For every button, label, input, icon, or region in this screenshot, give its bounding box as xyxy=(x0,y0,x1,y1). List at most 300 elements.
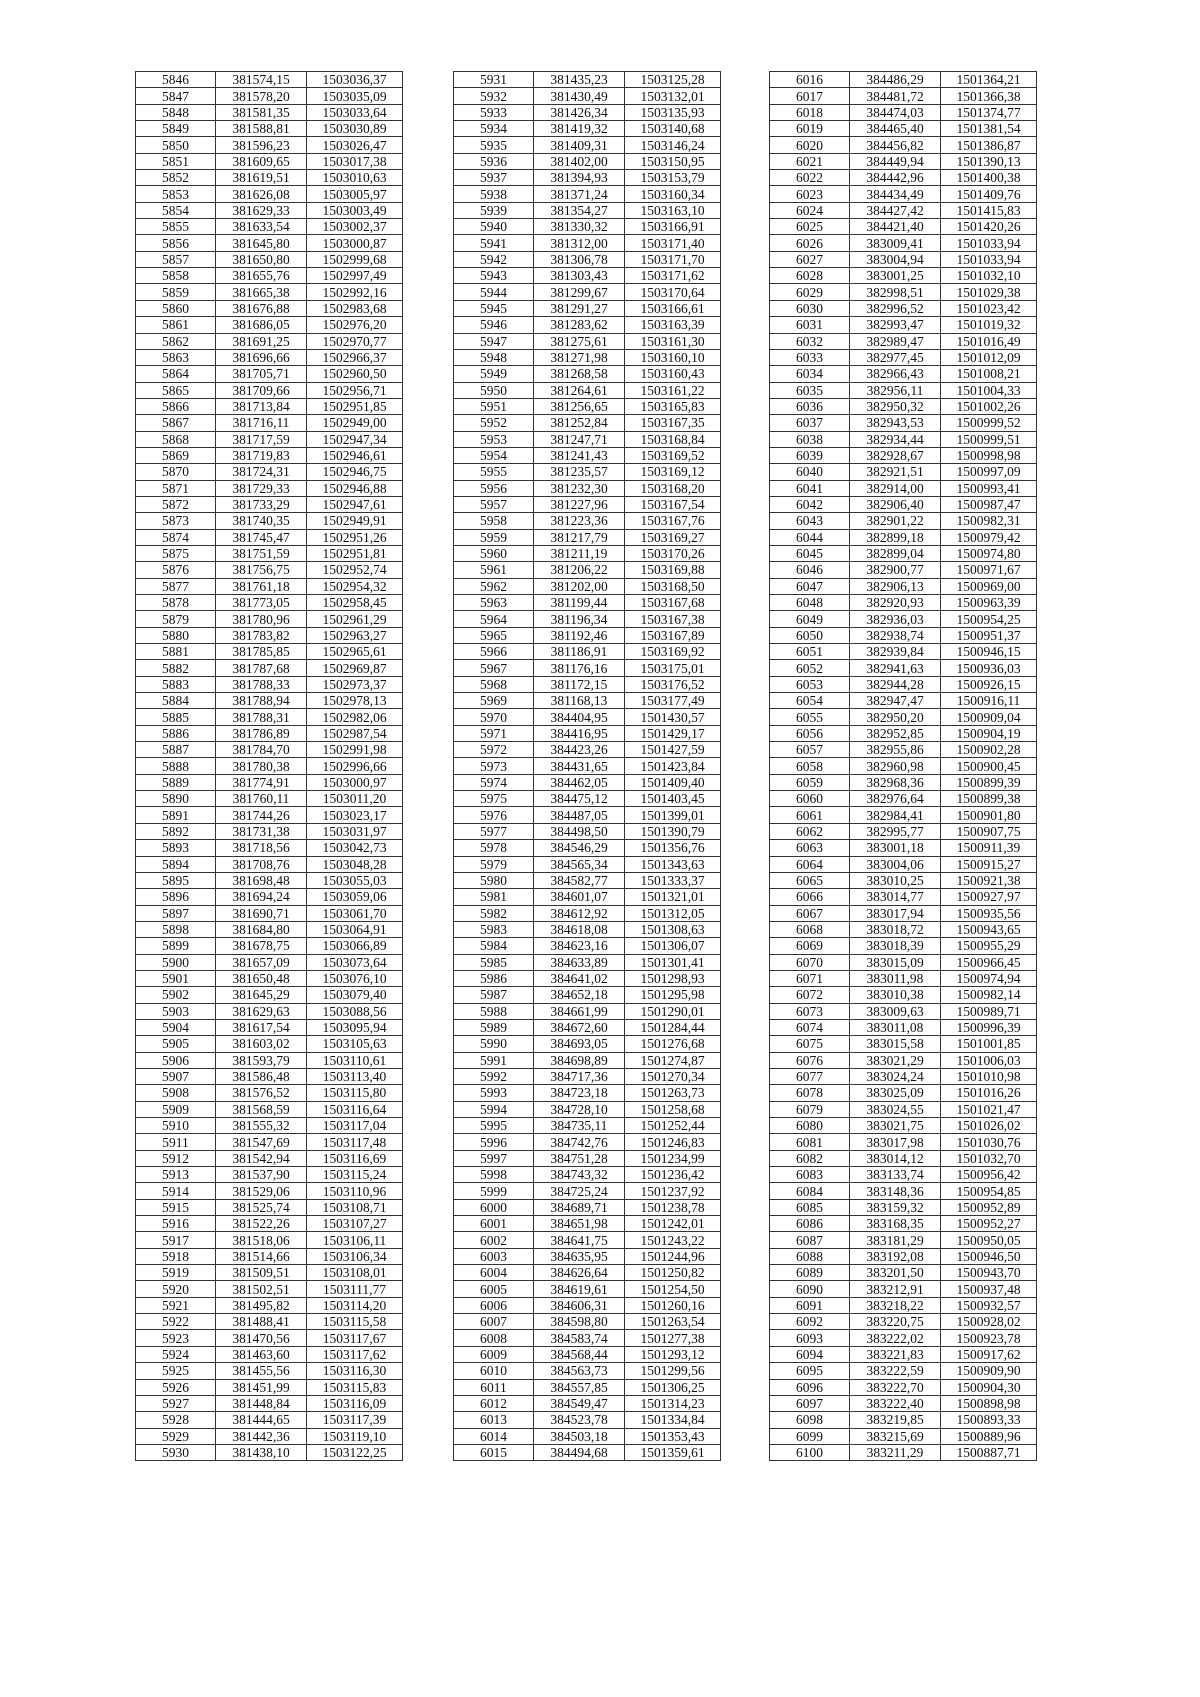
point-number-cell: 5875 xyxy=(136,545,216,561)
x-coordinate-cell: 381586,48 xyxy=(216,1068,307,1084)
point-number-cell: 5967 xyxy=(454,660,534,676)
y-coordinate-cell: 1503125,28 xyxy=(625,72,721,88)
y-coordinate-cell: 1503167,76 xyxy=(625,513,721,529)
table-row xyxy=(136,742,403,758)
y-coordinate-cell: 1503117,39 xyxy=(307,1412,403,1428)
point-number-cell: 6055 xyxy=(770,709,850,725)
x-coordinate-cell: 384421,40 xyxy=(850,219,941,235)
table-row xyxy=(454,1314,721,1330)
y-coordinate-cell: 1503169,27 xyxy=(625,529,721,545)
point-number-cell: 6043 xyxy=(770,513,850,529)
x-coordinate-cell: 381705,71 xyxy=(216,366,307,382)
table-row xyxy=(454,1101,721,1117)
x-coordinate-cell: 383222,40 xyxy=(850,1395,941,1411)
y-coordinate-cell: 1503161,30 xyxy=(625,333,721,349)
x-coordinate-cell: 384465,40 xyxy=(850,121,941,137)
table-row xyxy=(770,823,1037,839)
y-coordinate-cell: 1500916,11 xyxy=(941,693,1037,709)
table-row xyxy=(136,170,403,186)
point-number-cell: 5849 xyxy=(136,121,216,137)
x-coordinate-cell: 382939,84 xyxy=(850,644,941,660)
table-row xyxy=(770,202,1037,218)
table-row xyxy=(770,1248,1037,1264)
y-coordinate-cell: 1503000,97 xyxy=(307,774,403,790)
y-coordinate-cell: 1503111,77 xyxy=(307,1281,403,1297)
y-coordinate-cell: 1501295,98 xyxy=(625,987,721,1003)
x-coordinate-cell: 381719,83 xyxy=(216,447,307,463)
point-number-cell: 5923 xyxy=(136,1330,216,1346)
point-number-cell: 6034 xyxy=(770,366,850,382)
x-coordinate-cell: 381696,66 xyxy=(216,349,307,365)
y-coordinate-cell: 1503107,27 xyxy=(307,1216,403,1232)
x-coordinate-cell: 381774,91 xyxy=(216,774,307,790)
point-number-cell: 5939 xyxy=(454,202,534,218)
point-number-cell: 5991 xyxy=(454,1052,534,1068)
x-coordinate-cell: 381330,32 xyxy=(534,219,625,235)
table-row xyxy=(454,856,721,872)
x-coordinate-cell: 381784,70 xyxy=(216,742,307,758)
x-coordinate-cell: 382899,18 xyxy=(850,529,941,545)
x-coordinate-cell: 384693,05 xyxy=(534,1036,625,1052)
x-coordinate-cell: 384481,72 xyxy=(850,88,941,104)
point-number-cell: 6063 xyxy=(770,840,850,856)
y-coordinate-cell: 1502976,20 xyxy=(307,317,403,333)
point-number-cell: 5944 xyxy=(454,284,534,300)
x-coordinate-cell: 382993,47 xyxy=(850,317,941,333)
x-coordinate-cell: 384568,44 xyxy=(534,1346,625,1362)
point-number-cell: 5973 xyxy=(454,758,534,774)
y-coordinate-cell: 1501033,94 xyxy=(941,235,1037,251)
x-coordinate-cell: 381588,81 xyxy=(216,121,307,137)
table-row xyxy=(454,742,721,758)
x-coordinate-cell: 381303,43 xyxy=(534,268,625,284)
table-row xyxy=(454,578,721,594)
y-coordinate-cell: 1500979,42 xyxy=(941,529,1037,545)
point-number-cell: 5932 xyxy=(454,88,534,104)
y-coordinate-cell: 1502991,98 xyxy=(307,742,403,758)
x-coordinate-cell: 384486,29 xyxy=(850,72,941,88)
point-number-cell: 5878 xyxy=(136,595,216,611)
x-coordinate-cell: 381626,08 xyxy=(216,186,307,202)
x-coordinate-cell: 382968,36 xyxy=(850,774,941,790)
table-row xyxy=(454,774,721,790)
x-coordinate-cell: 384641,02 xyxy=(534,970,625,986)
x-coordinate-cell: 383212,91 xyxy=(850,1281,941,1297)
point-number-cell: 6024 xyxy=(770,202,850,218)
x-coordinate-cell: 383221,83 xyxy=(850,1346,941,1362)
x-coordinate-cell: 381709,66 xyxy=(216,382,307,398)
point-number-cell: 6085 xyxy=(770,1199,850,1215)
table-row xyxy=(770,513,1037,529)
y-coordinate-cell: 1503177,49 xyxy=(625,693,721,709)
point-number-cell: 6090 xyxy=(770,1281,850,1297)
table-row xyxy=(136,251,403,267)
x-coordinate-cell: 383004,06 xyxy=(850,856,941,872)
x-coordinate-cell: 381619,51 xyxy=(216,170,307,186)
table-row xyxy=(136,88,403,104)
point-number-cell: 6065 xyxy=(770,872,850,888)
y-coordinate-cell: 1502997,49 xyxy=(307,268,403,284)
x-coordinate-cell: 381645,80 xyxy=(216,235,307,251)
point-number-cell: 5917 xyxy=(136,1232,216,1248)
x-coordinate-cell: 383018,72 xyxy=(850,921,941,937)
point-number-cell: 5981 xyxy=(454,889,534,905)
x-coordinate-cell: 384416,95 xyxy=(534,725,625,741)
point-number-cell: 5994 xyxy=(454,1101,534,1117)
table-row xyxy=(770,121,1037,137)
y-coordinate-cell: 1503167,35 xyxy=(625,415,721,431)
x-coordinate-cell: 383010,25 xyxy=(850,872,941,888)
y-coordinate-cell: 1500909,04 xyxy=(941,709,1037,725)
x-coordinate-cell: 383017,94 xyxy=(850,905,941,921)
x-coordinate-cell: 381655,76 xyxy=(216,268,307,284)
table-row xyxy=(454,1363,721,1379)
table-row xyxy=(454,644,721,660)
table-row xyxy=(770,987,1037,1003)
x-coordinate-cell: 384728,10 xyxy=(534,1101,625,1117)
x-coordinate-cell: 381596,23 xyxy=(216,137,307,153)
point-number-cell: 5858 xyxy=(136,268,216,284)
point-number-cell: 5856 xyxy=(136,235,216,251)
x-coordinate-cell: 381555,32 xyxy=(216,1118,307,1134)
table-row xyxy=(770,938,1037,954)
table-row xyxy=(454,1265,721,1281)
point-number-cell: 5888 xyxy=(136,758,216,774)
point-number-cell: 5863 xyxy=(136,349,216,365)
table-row xyxy=(770,1134,1037,1150)
x-coordinate-cell: 384689,71 xyxy=(534,1199,625,1215)
y-coordinate-cell: 1501301,41 xyxy=(625,954,721,970)
table-row xyxy=(136,676,403,692)
point-number-cell: 6028 xyxy=(770,268,850,284)
y-coordinate-cell: 1502960,50 xyxy=(307,366,403,382)
table-row xyxy=(770,153,1037,169)
x-coordinate-cell: 381312,00 xyxy=(534,235,625,251)
point-number-cell: 6047 xyxy=(770,578,850,594)
point-number-cell: 5995 xyxy=(454,1118,534,1134)
y-coordinate-cell: 1502946,75 xyxy=(307,464,403,480)
y-coordinate-cell: 1501242,01 xyxy=(625,1216,721,1232)
x-coordinate-cell: 382899,04 xyxy=(850,545,941,561)
point-number-cell: 5920 xyxy=(136,1281,216,1297)
table-row xyxy=(136,905,403,921)
point-number-cell: 5969 xyxy=(454,693,534,709)
y-coordinate-cell: 1501390,13 xyxy=(941,153,1037,169)
table-row xyxy=(454,758,721,774)
point-number-cell: 5899 xyxy=(136,938,216,954)
y-coordinate-cell: 1502954,32 xyxy=(307,578,403,594)
x-coordinate-cell: 383159,32 xyxy=(850,1199,941,1215)
y-coordinate-cell: 1502970,77 xyxy=(307,333,403,349)
y-coordinate-cell: 1500950,05 xyxy=(941,1232,1037,1248)
x-coordinate-cell: 381761,18 xyxy=(216,578,307,594)
point-number-cell: 5862 xyxy=(136,333,216,349)
y-coordinate-cell: 1500963,39 xyxy=(941,595,1037,611)
x-coordinate-cell: 381788,33 xyxy=(216,676,307,692)
x-coordinate-cell: 381192,46 xyxy=(534,627,625,643)
y-coordinate-cell: 1500911,39 xyxy=(941,840,1037,856)
point-number-cell: 6059 xyxy=(770,774,850,790)
x-coordinate-cell: 381650,48 xyxy=(216,970,307,986)
x-coordinate-cell: 383218,22 xyxy=(850,1297,941,1313)
y-coordinate-cell: 1503113,40 xyxy=(307,1068,403,1084)
y-coordinate-cell: 1501403,45 xyxy=(625,791,721,807)
point-number-cell: 6078 xyxy=(770,1085,850,1101)
point-number-cell: 5892 xyxy=(136,823,216,839)
point-number-cell: 6068 xyxy=(770,921,850,937)
point-number-cell: 5958 xyxy=(454,513,534,529)
x-coordinate-cell: 382928,67 xyxy=(850,447,941,463)
point-number-cell: 5997 xyxy=(454,1150,534,1166)
x-coordinate-cell: 384641,75 xyxy=(534,1232,625,1248)
x-coordinate-cell: 381629,33 xyxy=(216,202,307,218)
table-row xyxy=(770,954,1037,970)
y-coordinate-cell: 1503088,56 xyxy=(307,1003,403,1019)
x-coordinate-cell: 381514,66 xyxy=(216,1248,307,1264)
x-coordinate-cell: 384651,98 xyxy=(534,1216,625,1232)
y-coordinate-cell: 1500926,15 xyxy=(941,676,1037,692)
table-row xyxy=(770,88,1037,104)
y-coordinate-cell: 1503002,37 xyxy=(307,219,403,235)
table-row xyxy=(136,856,403,872)
table-row xyxy=(454,464,721,480)
point-number-cell: 5909 xyxy=(136,1101,216,1117)
y-coordinate-cell: 1501012,09 xyxy=(941,349,1037,365)
x-coordinate-cell: 381760,11 xyxy=(216,791,307,807)
x-coordinate-cell: 382966,43 xyxy=(850,366,941,382)
y-coordinate-cell: 1503066,89 xyxy=(307,938,403,954)
x-coordinate-cell: 381247,71 xyxy=(534,431,625,447)
x-coordinate-cell: 381783,82 xyxy=(216,627,307,643)
y-coordinate-cell: 1500966,45 xyxy=(941,954,1037,970)
x-coordinate-cell: 382938,74 xyxy=(850,627,941,643)
x-coordinate-cell: 381419,32 xyxy=(534,121,625,137)
point-number-cell: 5987 xyxy=(454,987,534,1003)
y-coordinate-cell: 1503048,28 xyxy=(307,856,403,872)
point-number-cell: 6098 xyxy=(770,1412,850,1428)
point-number-cell: 6013 xyxy=(454,1412,534,1428)
point-number-cell: 5852 xyxy=(136,170,216,186)
y-coordinate-cell: 1503116,30 xyxy=(307,1363,403,1379)
table-row xyxy=(136,480,403,496)
point-number-cell: 5938 xyxy=(454,186,534,202)
y-coordinate-cell: 1503146,24 xyxy=(625,137,721,153)
x-coordinate-cell: 383015,58 xyxy=(850,1036,941,1052)
table-row xyxy=(454,676,721,692)
point-number-cell: 5882 xyxy=(136,660,216,676)
point-number-cell: 5894 xyxy=(136,856,216,872)
table-row xyxy=(136,840,403,856)
table-row xyxy=(136,1412,403,1428)
point-number-cell: 5927 xyxy=(136,1395,216,1411)
x-coordinate-cell: 381729,33 xyxy=(216,480,307,496)
table-row xyxy=(454,807,721,823)
point-number-cell: 5965 xyxy=(454,627,534,643)
y-coordinate-cell: 1500951,37 xyxy=(941,627,1037,643)
y-coordinate-cell: 1501254,50 xyxy=(625,1281,721,1297)
point-number-cell: 5872 xyxy=(136,496,216,512)
x-coordinate-cell: 382956,11 xyxy=(850,382,941,398)
table-row xyxy=(136,1101,403,1117)
y-coordinate-cell: 1500899,39 xyxy=(941,774,1037,790)
point-number-cell: 6010 xyxy=(454,1363,534,1379)
x-coordinate-cell: 384723,18 xyxy=(534,1085,625,1101)
x-coordinate-cell: 381773,05 xyxy=(216,595,307,611)
table-row xyxy=(770,889,1037,905)
table-row xyxy=(770,464,1037,480)
table-row xyxy=(136,1068,403,1084)
y-coordinate-cell: 1503166,61 xyxy=(625,300,721,316)
table-row xyxy=(136,693,403,709)
x-coordinate-cell: 381568,59 xyxy=(216,1101,307,1117)
point-number-cell: 5989 xyxy=(454,1019,534,1035)
y-coordinate-cell: 1503073,64 xyxy=(307,954,403,970)
table-row xyxy=(454,595,721,611)
point-number-cell: 5873 xyxy=(136,513,216,529)
point-number-cell: 5933 xyxy=(454,104,534,120)
point-number-cell: 5962 xyxy=(454,578,534,594)
table-row xyxy=(136,1150,403,1166)
x-coordinate-cell: 381199,44 xyxy=(534,595,625,611)
x-coordinate-cell: 382936,03 xyxy=(850,611,941,627)
table-row xyxy=(770,251,1037,267)
y-coordinate-cell: 1503003,49 xyxy=(307,202,403,218)
table-row xyxy=(136,431,403,447)
y-coordinate-cell: 1501306,07 xyxy=(625,938,721,954)
table-row xyxy=(454,251,721,267)
point-number-cell: 6081 xyxy=(770,1134,850,1150)
table-row xyxy=(454,1379,721,1395)
point-number-cell: 5901 xyxy=(136,970,216,986)
x-coordinate-cell: 383021,75 xyxy=(850,1118,941,1134)
x-coordinate-cell: 381676,88 xyxy=(216,300,307,316)
point-number-cell: 5910 xyxy=(136,1118,216,1134)
y-coordinate-cell: 1501284,44 xyxy=(625,1019,721,1035)
point-number-cell: 6087 xyxy=(770,1232,850,1248)
x-coordinate-cell: 381451,99 xyxy=(216,1379,307,1395)
table-row xyxy=(454,366,721,382)
table-row xyxy=(136,235,403,251)
y-coordinate-cell: 1502947,61 xyxy=(307,496,403,512)
point-number-cell: 5946 xyxy=(454,317,534,333)
x-coordinate-cell: 381256,65 xyxy=(534,398,625,414)
x-coordinate-cell: 382900,77 xyxy=(850,562,941,578)
table-row xyxy=(454,72,721,88)
x-coordinate-cell: 384494,68 xyxy=(534,1444,625,1460)
table-row xyxy=(770,693,1037,709)
x-coordinate-cell: 384498,50 xyxy=(534,823,625,839)
point-number-cell: 6072 xyxy=(770,987,850,1003)
x-coordinate-cell: 383017,98 xyxy=(850,1134,941,1150)
x-coordinate-cell: 382901,22 xyxy=(850,513,941,529)
point-number-cell: 5988 xyxy=(454,1003,534,1019)
y-coordinate-cell: 1501246,83 xyxy=(625,1134,721,1150)
x-coordinate-cell: 384523,78 xyxy=(534,1412,625,1428)
y-coordinate-cell: 1501002,26 xyxy=(941,398,1037,414)
table-row xyxy=(136,823,403,839)
table-row xyxy=(454,104,721,120)
table-row xyxy=(770,1330,1037,1346)
point-number-cell: 5930 xyxy=(136,1444,216,1460)
x-coordinate-cell: 383168,35 xyxy=(850,1216,941,1232)
y-coordinate-cell: 1503169,92 xyxy=(625,644,721,660)
x-coordinate-cell: 383220,75 xyxy=(850,1314,941,1330)
x-coordinate-cell: 381211,19 xyxy=(534,545,625,561)
table-row xyxy=(770,1281,1037,1297)
point-number-cell: 5867 xyxy=(136,415,216,431)
y-coordinate-cell: 1502982,06 xyxy=(307,709,403,725)
point-number-cell: 6056 xyxy=(770,725,850,741)
y-coordinate-cell: 1501298,93 xyxy=(625,970,721,986)
point-number-cell: 6038 xyxy=(770,431,850,447)
x-coordinate-cell: 381299,67 xyxy=(534,284,625,300)
x-coordinate-cell: 384742,76 xyxy=(534,1134,625,1150)
point-number-cell: 6058 xyxy=(770,758,850,774)
x-coordinate-cell: 381788,31 xyxy=(216,709,307,725)
table-row xyxy=(136,1216,403,1232)
x-coordinate-cell: 381780,96 xyxy=(216,611,307,627)
y-coordinate-cell: 1503160,43 xyxy=(625,366,721,382)
y-coordinate-cell: 1501290,01 xyxy=(625,1003,721,1019)
y-coordinate-cell: 1503116,69 xyxy=(307,1150,403,1166)
x-coordinate-cell: 381733,29 xyxy=(216,496,307,512)
point-number-cell: 5983 xyxy=(454,921,534,937)
table-row xyxy=(136,137,403,153)
y-coordinate-cell: 1503166,91 xyxy=(625,219,721,235)
point-number-cell: 5978 xyxy=(454,840,534,856)
y-coordinate-cell: 1501019,32 xyxy=(941,317,1037,333)
table-row xyxy=(770,562,1037,578)
point-number-cell: 6064 xyxy=(770,856,850,872)
y-coordinate-cell: 1503031,97 xyxy=(307,823,403,839)
point-number-cell: 5954 xyxy=(454,447,534,463)
point-number-cell: 5874 xyxy=(136,529,216,545)
x-coordinate-cell: 382984,41 xyxy=(850,807,941,823)
x-coordinate-cell: 381581,35 xyxy=(216,104,307,120)
table-row xyxy=(770,676,1037,692)
table-row xyxy=(770,366,1037,382)
x-coordinate-cell: 384503,18 xyxy=(534,1428,625,1444)
table-row xyxy=(454,447,721,463)
x-coordinate-cell: 381684,80 xyxy=(216,921,307,937)
x-coordinate-cell: 384431,65 xyxy=(534,758,625,774)
y-coordinate-cell: 1500952,27 xyxy=(941,1216,1037,1232)
table-row xyxy=(454,153,721,169)
y-coordinate-cell: 1500923,78 xyxy=(941,1330,1037,1346)
point-number-cell: 5864 xyxy=(136,366,216,382)
table-row xyxy=(454,840,721,856)
table-row xyxy=(454,1216,721,1232)
table-row xyxy=(770,1314,1037,1330)
table-row xyxy=(136,1232,403,1248)
x-coordinate-cell: 384743,32 xyxy=(534,1167,625,1183)
x-coordinate-cell: 381708,76 xyxy=(216,856,307,872)
point-number-cell: 6071 xyxy=(770,970,850,986)
y-coordinate-cell: 1502992,16 xyxy=(307,284,403,300)
table-row xyxy=(770,447,1037,463)
table-row xyxy=(136,1036,403,1052)
y-coordinate-cell: 1500902,28 xyxy=(941,742,1037,758)
y-coordinate-cell: 1503017,38 xyxy=(307,153,403,169)
table-row xyxy=(136,889,403,905)
table-row xyxy=(770,840,1037,856)
table-row xyxy=(770,742,1037,758)
table-row xyxy=(454,1297,721,1313)
y-coordinate-cell: 1501293,12 xyxy=(625,1346,721,1362)
table-row xyxy=(770,1118,1037,1134)
point-number-cell: 6079 xyxy=(770,1101,850,1117)
x-coordinate-cell: 384601,07 xyxy=(534,889,625,905)
